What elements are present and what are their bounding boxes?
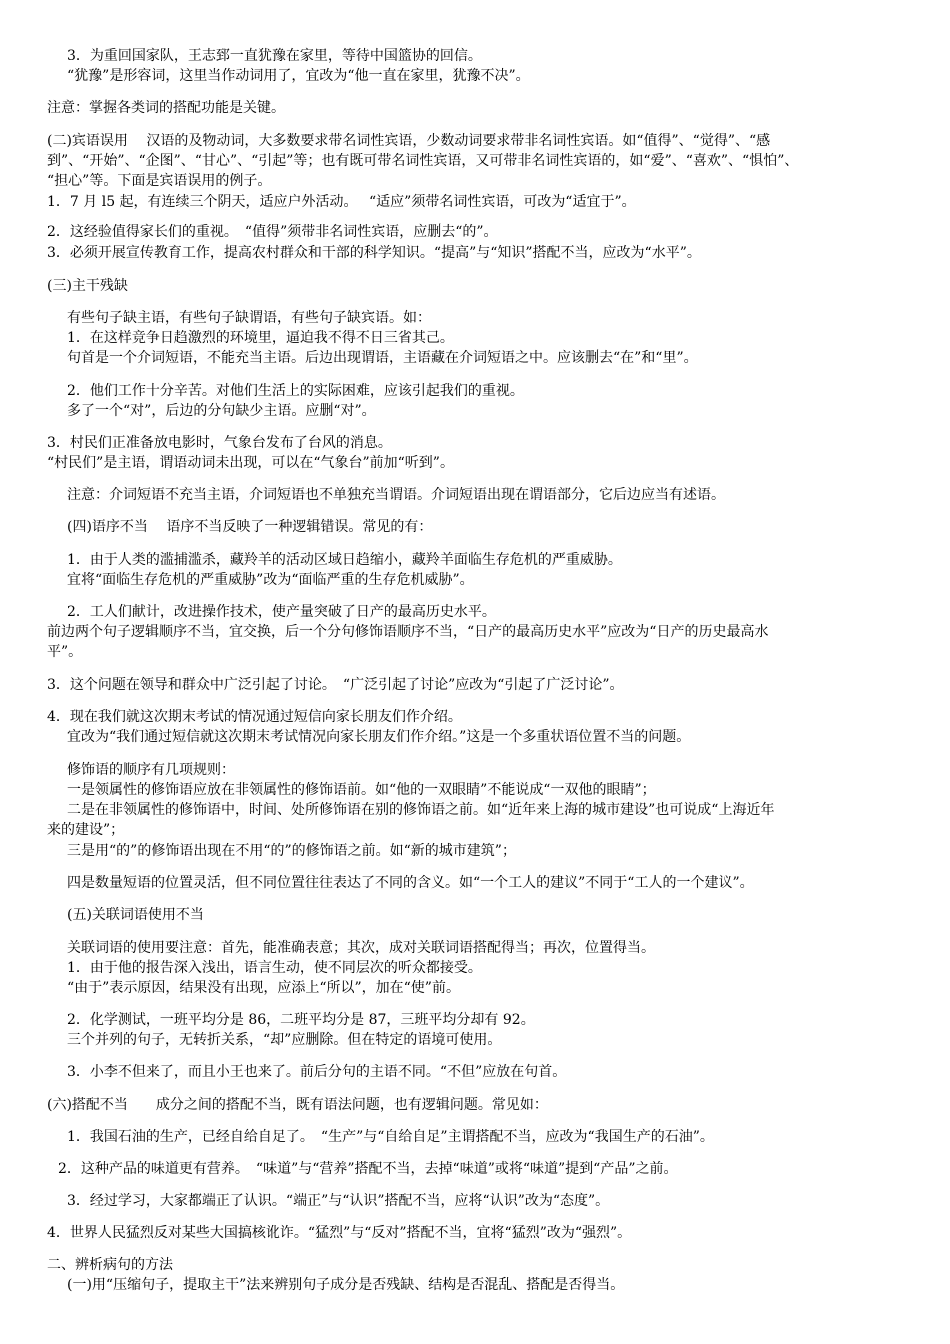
text-line: 3．必须开展宣传教育工作，提高农村群众和干部的科学知识。“提高”与“知识”搭配不当，应改为“水平”。 [47,245,701,261]
text-line: 宜将“面临生存危机的严重威胁”改为“面临严重的生存危机威胁”。 [67,572,474,588]
text-line: 三是用“的”的修饰语出现在不用“的”的修饰语之前。如“新的城市建筑”； [67,843,516,859]
text-line: 3．村民们正准备放电影时，气象台发布了台风的消息。 [47,435,392,451]
text-line: 注意：掌握各类词的搭配功能是关键。 [47,100,285,116]
text-line: 来的建设”； [47,822,125,838]
section-heading: (三)主干残缺 [47,278,128,294]
text-line: “村民们”是主语，谓语动词未出现，可以在“气象台”前加“听到”。 [47,455,454,471]
text-line: 前边两个句子逻辑顺序不当，宜交换，后一个分句修饰语顺序不当，“日产的最高历史水平”应改为“日产的历史最高水 [47,624,769,640]
section-heading: (五)关联词语使用不当 [67,907,204,923]
text-line: 1．在这样竞争日趋激烈的环境里，逼迫我不得不日三省其己。 [67,330,454,346]
text-line: 4．世界人民猛烈反对某些大国搞核讹诈。“猛烈”与“反对”搭配不当，宜将“猛烈”改为“强烈”。 [47,1225,632,1241]
text-line: 1．7 月 l5 起，有连续三个阴天，适应户外活动。 “适应”须带名词性宾语，可改为“适宜于”。 [47,194,636,210]
text-line: 四是数量短语的位置灵活，但不同位置往往表达了不同的含义。如“一个工人的建议”不同于“工人的一个建议”。 [67,875,754,891]
text-line: 2．化学测试，一班平均分是 86，二班平均分是 87，三班平均分却有 92。 [67,1012,535,1028]
text-line: 三个并列的句子，无转折关系，“却”应删除。但在特定的语境可使用。 [67,1032,502,1048]
text-line: “由于”表示原因，结果没有出现，应添上“所以”，加在“使”前。 [67,980,460,996]
text-line: 句首是一个介词短语，不能充当主语。后边出现谓语，主语藏在介词短语之中。应该删去“在”和“里”。 [67,350,698,366]
text-line: 注意：介词短语不充当主语，介词短语也不单独充当谓语。介词短语出现在谓语部分，它后边应当有述语。 [67,487,725,503]
text-line: 到”、“开始”、“企图”、“甘心”、“引起”等；也有既可带名词性宾语，又可带非名词性宾语的，如“爱”、“喜欢”、“惧怕”、 [47,153,799,169]
text-line: 2．这经验值得家长们的重视。 “值得”须带非名词性宾语，应删去“的”。 [47,224,498,240]
text-line: “犹豫”是形容词，这里当作动词用了，宜改为“他一直在家里，犹豫不决”。 [67,68,530,84]
text-line: 2．工人们献计，改进操作技术，使产量突破了日产的最高历史水平。 [67,604,496,620]
text-line: 3．为重回国家队，王志郅一直犹豫在家里，等待中国篮协的回信。 [67,48,482,64]
text-line: 3．小李不但来了，而且小王也来了。前后分句的主语不同。“不但”应放在句首。 [67,1064,567,1080]
text-line: 4．现在我们就这次期末考试的情况通过短信向家长朋友们作介绍。 [47,709,462,725]
text-line: 2．这种产品的味道更有营养。 “味道”与“营养”搭配不当，去掉“味道”或将“味道”提到“产品”之前。 [58,1161,678,1177]
text-line: 宜改为“我们通过短信就这次期末考试情况向家长朋友们作介绍。”这是一个多重状语位置不当的问题。 [67,729,691,745]
text-line: 1．由于他的报告深入浅出，语言生动，使不同层次的听众都接受。 [67,960,482,976]
text-line: “担心”等。下面是宾语误用的例子。 [47,173,272,189]
text-line: 二是在非领属性的修饰语中，时间、处所修饰语在别的修饰语之前。如“近年来上海的城市建设”也可说成“上海近年 [67,802,775,818]
text-line: 1．我国石油的生产，已经自给自足了。 “生产”与“自给自足”主谓搭配不当，应改为“我国生产的石油”。 [67,1129,714,1145]
text-line: 3．这个问题在领导和群众中广泛引起了讨论。 “广泛引起了讨论”应改为“引起了广泛讨论”。 [47,677,624,693]
text-line: 1．由于人类的滥捕滥杀，藏羚羊的活动区域日趋缩小，藏羚羊面临生存危机的严重威胁。 [67,552,622,568]
text-line: 一是领属性的修饰语应放在非领属性的修饰语前。如“他的一双眼睛”不能说成“一双他的眼睛”； [67,782,656,798]
text-line: 多了一个“对”，后边的分句缺少主语。应删“对”。 [67,403,376,419]
text-line: 有些句子缺主语，有些句子缺谓语，有些句子缺宾语。如： [67,310,431,326]
text-line: 2．他们工作十分辛苦。对他们生活上的实际困难，应该引起我们的重视。 [67,383,524,399]
text-line: 修饰语的顺序有几项规则： [67,762,235,778]
section-heading: 二、辨析病句的方法 [47,1257,173,1273]
section-heading: (四)语序不当 语序不当反映了一种逻辑错误。常见的有： [67,519,433,535]
text-line: 3．经过学习，大家都端正了认识。“端正”与“认识”搭配不当，应将“认识”改为“态度”。 [67,1193,610,1209]
section-heading: (六)搭配不当 成分之间的搭配不当，既有语法问题，也有逻辑问题。常见如： [47,1097,548,1113]
text-line: 关联词语的使用要注意：首先，能准确表意；其次，成对关联词语搭配得当；再次，位置得当。 [67,940,655,956]
text-line: (二)宾语误用 汉语的及物动词，大多数要求带名词性宾语，少数动词要求带非名词性宾语。如“值得”、“觉得”、“感 [47,133,771,149]
text-line: (一)用“压缩句子，提取主干”法来辨别句子成分是否残缺、结构是否混乱、搭配是否得当。 [67,1277,625,1293]
text-line: 平”。 [47,644,83,660]
